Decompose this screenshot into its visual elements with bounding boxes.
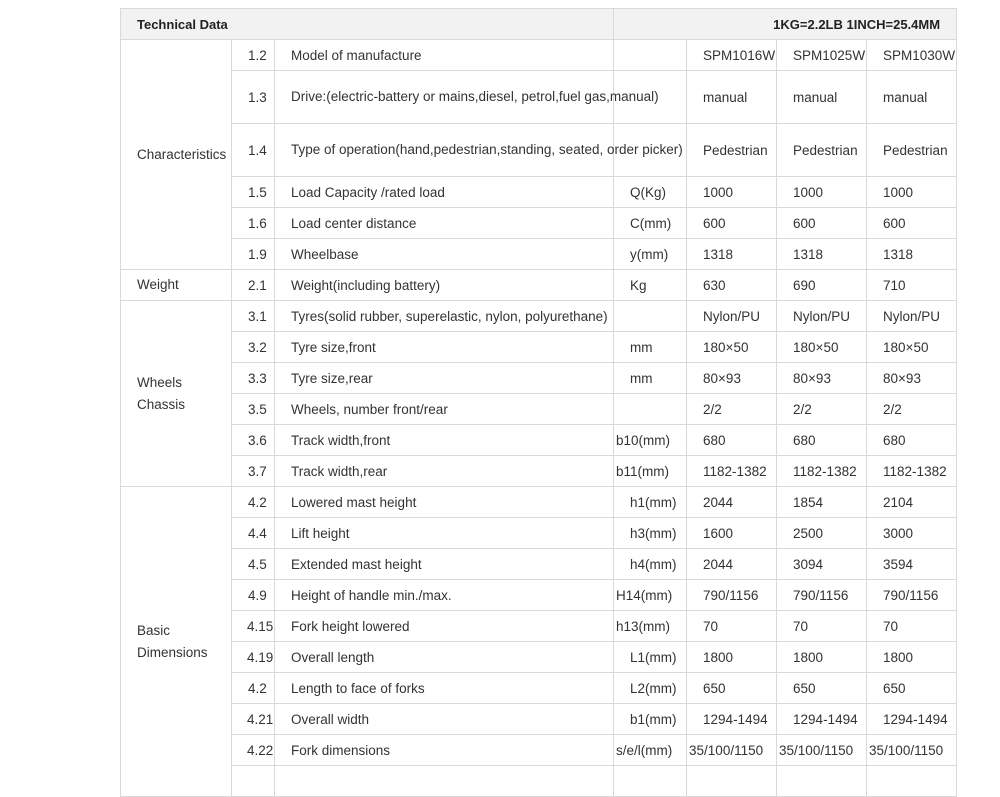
value-model-1: 1182-1382 bbox=[687, 456, 777, 487]
row-label: Tyre size,rear bbox=[275, 363, 614, 394]
value-model-2: SPM1025W bbox=[777, 40, 867, 71]
row-label: Lowered mast height bbox=[275, 487, 614, 518]
row-label: Load Capacity /rated load bbox=[275, 177, 614, 208]
row-label: Tyre size,front bbox=[275, 332, 614, 363]
value-model-3: 1318 bbox=[867, 239, 957, 270]
row-number: 1.2 bbox=[232, 40, 275, 71]
value-model-1: 1318 bbox=[687, 239, 777, 270]
value-model-1: 70 bbox=[687, 611, 777, 642]
row-label: Height of handle min./max. bbox=[275, 580, 614, 611]
row-unit: h4(mm) bbox=[614, 549, 687, 580]
table-row bbox=[121, 518, 957, 549]
group-weight: Weight bbox=[121, 270, 232, 301]
table-header-row bbox=[121, 9, 957, 40]
value-model-3: 1182-1382 bbox=[867, 456, 957, 487]
value-model-2: Nylon/PU bbox=[777, 301, 867, 332]
value-model-1: 35/100/1150 bbox=[687, 735, 777, 766]
row-number: 3.1 bbox=[232, 301, 275, 332]
row-number: 4.19 bbox=[232, 642, 275, 673]
table-row bbox=[121, 124, 957, 177]
table-row bbox=[121, 425, 957, 456]
group-basic-dimensions bbox=[121, 487, 232, 797]
table-row bbox=[121, 177, 957, 208]
row-label: Length to face of forks bbox=[275, 673, 614, 704]
value-model-1: 1000 bbox=[687, 177, 777, 208]
value-model-1: 600 bbox=[687, 208, 777, 239]
value-model-3: 2104 bbox=[867, 487, 957, 518]
value-model-1: 2044 bbox=[687, 487, 777, 518]
value-model-2: 650 bbox=[777, 673, 867, 704]
value-model-3: 35/100/1150 bbox=[867, 735, 957, 766]
value-model-3: 70 bbox=[867, 611, 957, 642]
value-model-1: 2044 bbox=[687, 549, 777, 580]
group-characteristics: Characteristics bbox=[121, 40, 232, 270]
value-model-2: 790/1156 bbox=[777, 580, 867, 611]
row-number: 2.1 bbox=[232, 270, 275, 301]
value-model-3: 180×50 bbox=[867, 332, 957, 363]
row-unit: h13(mm) bbox=[614, 611, 687, 642]
table-row bbox=[121, 71, 957, 124]
table-row bbox=[121, 735, 957, 766]
row-number: 1.3 bbox=[232, 71, 275, 124]
table-row bbox=[121, 766, 957, 797]
row-unit bbox=[614, 40, 687, 71]
row-label: Tyres(solid rubber, superelastic, nylon, polyurethane) bbox=[275, 301, 614, 332]
value-model-3: 680 bbox=[867, 425, 957, 456]
group-label-line: Basic bbox=[137, 622, 171, 638]
table-row bbox=[121, 456, 957, 487]
row-number: 1.6 bbox=[232, 208, 275, 239]
value-model-1: 2/2 bbox=[687, 394, 777, 425]
value-model-3: 80×93 bbox=[867, 363, 957, 394]
row-unit bbox=[614, 301, 687, 332]
group-label-line: Dimensions bbox=[137, 644, 208, 660]
value-model-1: 1600 bbox=[687, 518, 777, 549]
value-model-2: 180×50 bbox=[777, 332, 867, 363]
row-unit: H14(mm) bbox=[614, 580, 687, 611]
row-label: Extended mast height bbox=[275, 549, 614, 580]
row-unit: Q(Kg) bbox=[614, 177, 687, 208]
value-model-3: 2/2 bbox=[867, 394, 957, 425]
row-unit: L1(mm) bbox=[614, 642, 687, 673]
table-row bbox=[121, 549, 957, 580]
value-model-3: 650 bbox=[867, 673, 957, 704]
table-row bbox=[121, 208, 957, 239]
table-row bbox=[121, 394, 957, 425]
value-model-1: Nylon/PU bbox=[687, 301, 777, 332]
value-model-2: manual bbox=[777, 71, 867, 124]
value-model-1: 1800 bbox=[687, 642, 777, 673]
value-model-1: 1294-1494 bbox=[687, 704, 777, 735]
row-number: 1.4 bbox=[232, 124, 275, 177]
row-number: 4.5 bbox=[232, 549, 275, 580]
row-unit: b11(mm) bbox=[614, 456, 687, 487]
row-label: Fork dimensions bbox=[275, 735, 614, 766]
row-unit: b10(mm) bbox=[614, 425, 687, 456]
row-label: Track width,rear bbox=[275, 456, 614, 487]
table-row bbox=[121, 301, 957, 332]
row-label: Model of manufacture bbox=[275, 40, 614, 71]
value-model-3: manual bbox=[867, 71, 957, 124]
row-unit: b1(mm) bbox=[614, 704, 687, 735]
row-unit bbox=[614, 394, 687, 425]
row-number: 3.2 bbox=[232, 332, 275, 363]
units-note: 1KG=2.2LB 1INCH=25.4MM bbox=[614, 9, 957, 40]
table-row bbox=[121, 239, 957, 270]
value-model-1: 680 bbox=[687, 425, 777, 456]
row-unit: s/e/l(mm) bbox=[614, 735, 687, 766]
row-number: 1.5 bbox=[232, 177, 275, 208]
row-unit: L2(mm) bbox=[614, 673, 687, 704]
row-label: Drive:(electric-battery or mains,diesel, petrol,fuel gas,manual) bbox=[275, 71, 614, 124]
value-model-2: 3094 bbox=[777, 549, 867, 580]
row-number: 4.21 bbox=[232, 704, 275, 735]
table-row bbox=[121, 40, 957, 71]
table-title: Technical Data bbox=[121, 9, 614, 40]
row-number: 4.15 bbox=[232, 611, 275, 642]
row-label: Track width,front bbox=[275, 425, 614, 456]
value-model-2: 1854 bbox=[777, 487, 867, 518]
value-model-2: 600 bbox=[777, 208, 867, 239]
value-model-2: 1182-1382 bbox=[777, 456, 867, 487]
row-number: 4.9 bbox=[232, 580, 275, 611]
row-unit: h3(mm) bbox=[614, 518, 687, 549]
row-unit: mm bbox=[614, 332, 687, 363]
technical-data-table bbox=[120, 8, 957, 797]
row-unit: Kg bbox=[614, 270, 687, 301]
row-label: Lift height bbox=[275, 518, 614, 549]
table-row bbox=[121, 270, 957, 301]
value-model-3: 600 bbox=[867, 208, 957, 239]
value-model-2: 70 bbox=[777, 611, 867, 642]
row-unit: C(mm) bbox=[614, 208, 687, 239]
row-label: Type of operation(hand,pedestrian,standing, seated, order picker) bbox=[275, 124, 614, 177]
value-model-3: 1800 bbox=[867, 642, 957, 673]
value-model-1: SPM1016W bbox=[687, 40, 777, 71]
row-number: 4.4 bbox=[232, 518, 275, 549]
table-row bbox=[121, 642, 957, 673]
row-label: Overall width bbox=[275, 704, 614, 735]
value-model-3: 790/1156 bbox=[867, 580, 957, 611]
value-model-2: 680 bbox=[777, 425, 867, 456]
row-number: 4.2 bbox=[232, 673, 275, 704]
table-row bbox=[121, 704, 957, 735]
group-label-line: Chassis bbox=[137, 396, 186, 412]
table-row bbox=[121, 363, 957, 394]
row-label: Fork height lowered bbox=[275, 611, 614, 642]
value-model-3: 710 bbox=[867, 270, 957, 301]
value-model-2: 80×93 bbox=[777, 363, 867, 394]
value-model-2: 1800 bbox=[777, 642, 867, 673]
value-model-1: 80×93 bbox=[687, 363, 777, 394]
group-wheels-chassis bbox=[121, 301, 232, 487]
row-unit: h1(mm) bbox=[614, 487, 687, 518]
value-model-3: Pedestrian bbox=[867, 124, 957, 177]
value-model-1: 630 bbox=[687, 270, 777, 301]
value-model-3: 3594 bbox=[867, 549, 957, 580]
row-unit: y(mm) bbox=[614, 239, 687, 270]
row-number: 3.6 bbox=[232, 425, 275, 456]
value-model-1: manual bbox=[687, 71, 777, 124]
value-model-1: Pedestrian bbox=[687, 124, 777, 177]
value-model-2: 1294-1494 bbox=[777, 704, 867, 735]
value-model-3: 3000 bbox=[867, 518, 957, 549]
table-row bbox=[121, 487, 957, 518]
table-row bbox=[121, 673, 957, 704]
row-number: 3.3 bbox=[232, 363, 275, 394]
value-model-3: 1000 bbox=[867, 177, 957, 208]
row-number: 4.22 bbox=[232, 735, 275, 766]
row-label: Wheels, number front/rear bbox=[275, 394, 614, 425]
value-model-1: 180×50 bbox=[687, 332, 777, 363]
value-model-2: 1318 bbox=[777, 239, 867, 270]
row-number: 1.9 bbox=[232, 239, 275, 270]
row-number: 4.2 bbox=[232, 487, 275, 518]
value-model-3: Nylon/PU bbox=[867, 301, 957, 332]
row-number: 3.5 bbox=[232, 394, 275, 425]
value-model-2: 1000 bbox=[777, 177, 867, 208]
table-row bbox=[121, 611, 957, 642]
row-label: Load center distance bbox=[275, 208, 614, 239]
value-model-2: 2/2 bbox=[777, 394, 867, 425]
row-label: Overall length bbox=[275, 642, 614, 673]
value-model-1: 790/1156 bbox=[687, 580, 777, 611]
table-row bbox=[121, 580, 957, 611]
row-label: Wheelbase bbox=[275, 239, 614, 270]
value-model-1: 650 bbox=[687, 673, 777, 704]
group-label-line: Wheels bbox=[137, 374, 183, 390]
value-model-2: 35/100/1150 bbox=[777, 735, 867, 766]
value-model-2: Pedestrian bbox=[777, 124, 867, 177]
value-model-2: 2500 bbox=[777, 518, 867, 549]
value-model-3: 1294-1494 bbox=[867, 704, 957, 735]
value-model-3: SPM1030W bbox=[867, 40, 957, 71]
value-model-2: 690 bbox=[777, 270, 867, 301]
row-unit: mm bbox=[614, 363, 687, 394]
table-row bbox=[121, 332, 957, 363]
row-label: Weight(including battery) bbox=[275, 270, 614, 301]
row-number: 3.7 bbox=[232, 456, 275, 487]
